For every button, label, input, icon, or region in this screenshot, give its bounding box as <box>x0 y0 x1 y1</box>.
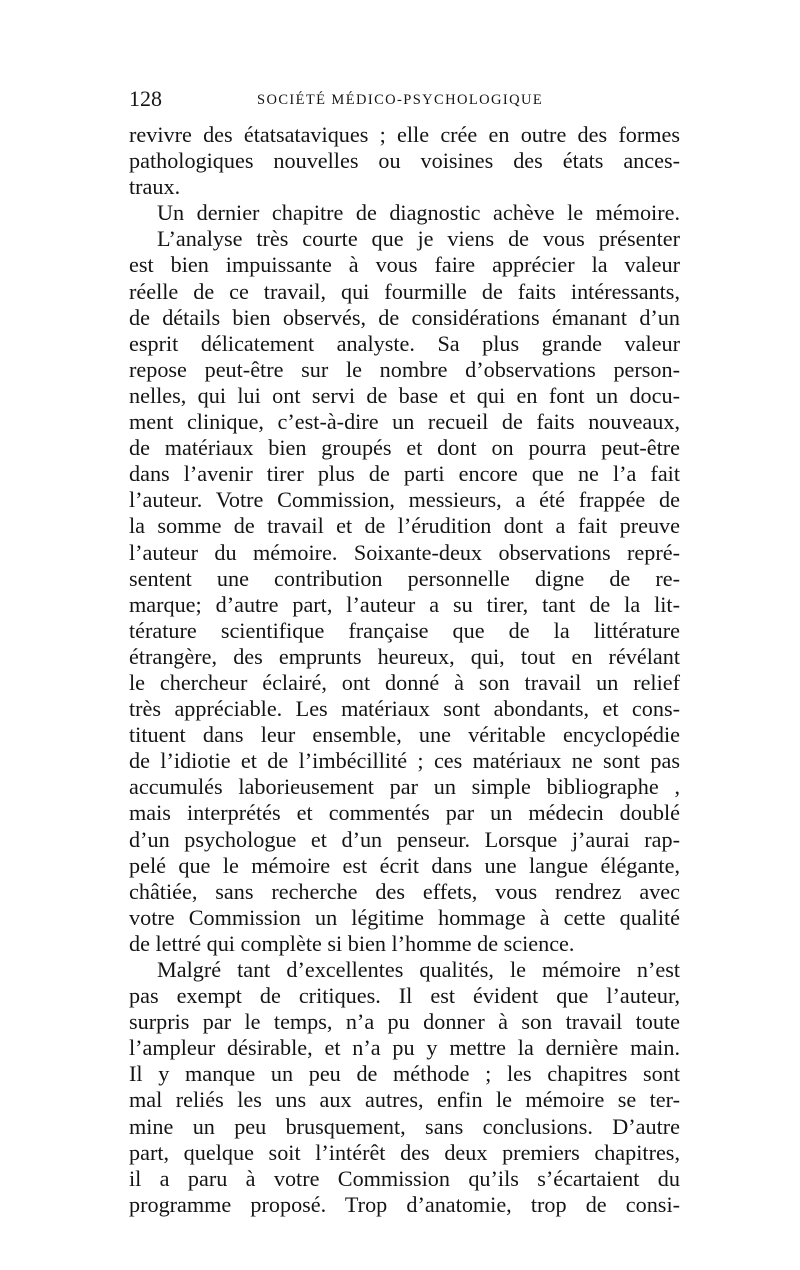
text-line: tituent dans leur ensemble, une véritable encyclopédie <box>129 722 680 748</box>
text-line: mais interprétés et commentés par un médecin doublé <box>129 800 680 826</box>
text-line: de lettré qui complète si bien l’homme de science. <box>129 930 575 956</box>
text-line: la somme de travail et de l’érudition dont a fait preuve <box>129 513 680 539</box>
paragraph-start-line: L’analyse très courte que je viens de vous présenter <box>157 226 680 252</box>
text-line: de détails bien observés, de considérations émanant d’un <box>129 304 680 330</box>
body-text <box>129 122 680 1218</box>
paragraph-start-line: Malgré tant d’excellentes qualités, le mémoire n’est <box>157 957 680 982</box>
text-line: nelles, qui lui ont servi de base et qui en font un docu- <box>129 382 680 408</box>
text-line: traux. <box>129 174 181 200</box>
text-line: pelé que le mémoire est écrit dans une langue élégante, <box>129 852 680 878</box>
text-line: dans l’avenir tirer plus de parti encore que ne l’a fait <box>129 461 680 487</box>
text-line: revivre des étatsataviques ; elle crée en outre des formes <box>129 122 680 147</box>
text-line: l’ampleur désirable, et n’a pu y mettre la dernière main. <box>129 1035 680 1061</box>
text-line: de matériaux bien groupés et dont on pourra peut-être <box>129 435 680 461</box>
text-line: Il y manque un peu de méthode ; les chapitres sont <box>129 1061 680 1087</box>
text-line: d’un psychologue et d’un penseur. Lorsque j’aurai rap- <box>129 826 680 852</box>
text-line: de l’idiotie et de l’imbécillité ; ces matériaux ne sont pas <box>129 748 680 774</box>
text-line: châtiée, sans recherche des effets, vous rendrez avec <box>129 878 680 904</box>
paragraph-start-line: Un dernier chapitre de diagnostic achève le mémoire. <box>157 200 680 226</box>
text-line: mine un peu brusquement, sans conclusions. D’autre <box>129 1113 680 1139</box>
text-line: accumulés laborieusement par un simple bibliographe , <box>129 774 680 800</box>
text-line: le chercheur éclairé, ont donné à son travail un relief <box>129 669 680 695</box>
text-line: marque; d’autre part, l’auteur a su tirer, tant de la lit- <box>129 591 680 617</box>
text-line: l’auteur du mémoire. Soixante-deux observations repré- <box>129 539 680 565</box>
page-header <box>129 86 680 122</box>
text-line: est bien impuissante à vous faire apprécier la valeur <box>129 252 680 278</box>
text-line: esprit délicatement analyste. Sa plus grande valeur <box>129 330 680 356</box>
text-line: votre Commission un légitime hommage à cette qualité <box>129 904 680 930</box>
text-line: part, quelque soit l’intérêt des deux premiers chapitres, <box>129 1139 680 1165</box>
page-number: 128 <box>129 86 162 111</box>
text-line: réelle de ce travail, qui fourmille de faits intéressants, <box>129 278 680 304</box>
text-line: très appréciable. Les matériaux sont abondants, et cons- <box>129 696 680 722</box>
text-line: pathologiques nouvelles ou voisines des états ances- <box>129 148 680 174</box>
text-line: sentent une contribution personnelle digne de re- <box>129 565 680 591</box>
text-line: térature scientifique française que de la littérature <box>129 617 680 643</box>
text-line: mal reliés les uns aux autres, enfin le mémoire se ter- <box>129 1087 680 1113</box>
text-line: étrangère, des emprunts heureux, qui, tout en révélant <box>129 643 680 669</box>
text-line: repose peut-être sur le nombre d’observations person- <box>129 356 680 382</box>
text-line: programme proposé. Trop d’anatomie, trop de consi- <box>129 1191 680 1217</box>
running-title: SOCIÉTÉ MÉDICO-PSYCHOLOGIQUE <box>257 92 544 108</box>
text-line: il a paru à votre Commission qu’ils s’écartaient du <box>129 1165 680 1191</box>
text-line: ment clinique, c’est-à-dire un recueil de faits nouveaux, <box>129 409 680 435</box>
text-line: pas exempt de critiques. Il est évident que l’auteur, <box>129 983 680 1009</box>
text-line: surpris par le temps, n’a pu donner à son travail toute <box>129 1009 680 1035</box>
text-line: l’auteur. Votre Commission, messieurs, a été frappée de <box>129 487 680 513</box>
book-page <box>129 86 680 1218</box>
